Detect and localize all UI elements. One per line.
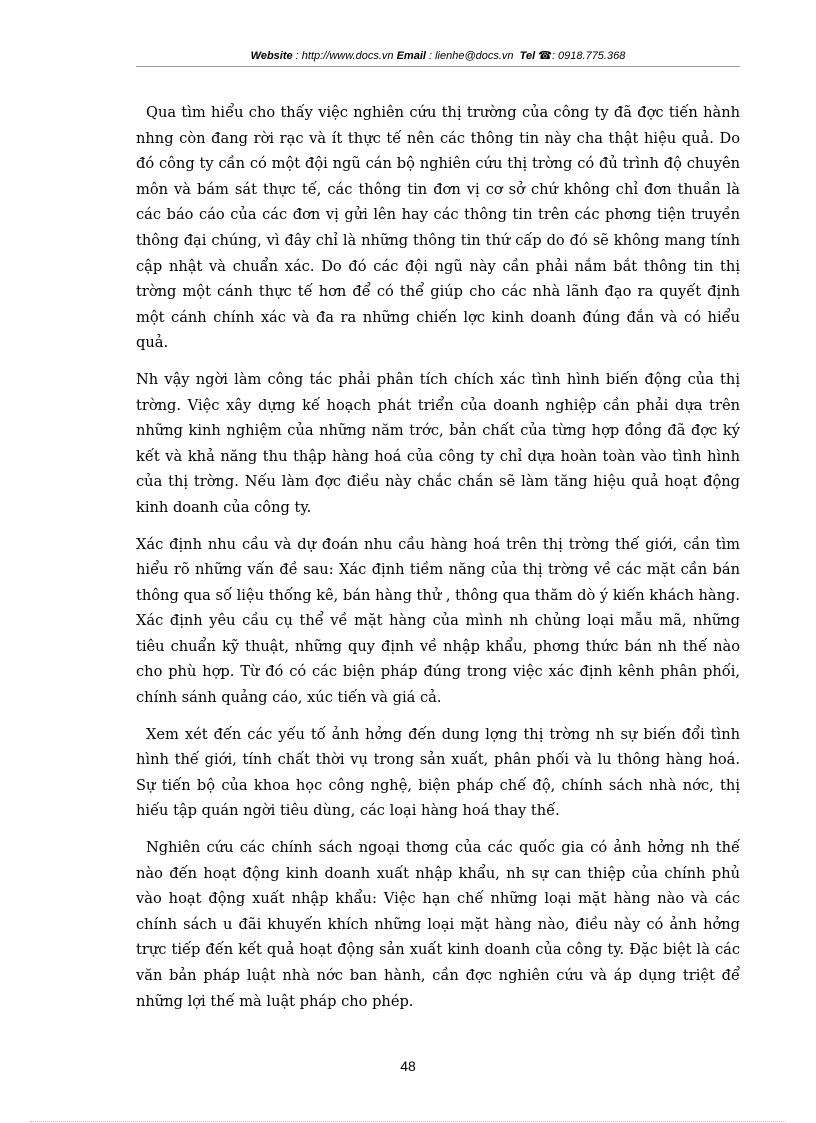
footer-divider xyxy=(30,1121,786,1122)
paragraph-1: Qua tìm hiểu cho thấy việc nghiên cứu thị trường của công ty đã đợc tiến hành nhng còn đang rời rạc và ít thực tế nên các thông tin này cha thật hiệu quả. Do đó công ty cần có một đội ngũ cán bộ nghiên cứu thị trờng có đủ trình độ chuyên môn và bám sát thực tế, các thông tin đơn vị cơ sở chứ không chỉ đơn thuần là các báo cáo của các đơn vị gửi lên hay các thông tin trên các phơng tiện truyền thông đại chúng, vì đây chỉ là những thông tin thứ cấp do đó sẽ không mang tính cập nhật và chuẩn xác. Do đó các đội ngũ này cần phải nắm bắt thông tin thị trờng một cánh thực tế hơn để có thể giúp cho các nhà lãnh đạo ra quyết định một cánh chính xác và đa ra những chiến lợc kinh doanh đúng đắn và có hiểu quả. xyxy=(136,104,740,352)
paragraph-5: Nghiên cứu các chính sách ngoại thơng của các quốc gia có ảnh hởng nh thế nào đến hoạt động kinh doanh xuất nhập khẩu, nh sự can thiệp của chính phủ vào hoạt động xuất nhập khẩu: Việc hạn chế những loại mặt hàng nào và các chính sách u đãi khuyến khích những loại mặt hàng nào, điều này có ảnh hởng trực tiếp đến kết quả hoạt động sản xuất kinh doanh của công ty. Đặc biệt là các văn bản pháp luật nhà nớc ban hành, cần đợc nghiên cứu và áp dụng triệt để những lợi thế mà luật pháp cho phép. xyxy=(136,839,740,1010)
website-separator: : xyxy=(292,50,302,62)
paragraph-3: Xác định nhu cầu và dự đoán nhu cầu hàng hoá trên thị trờng thế giới, cần tìm hiểu rõ những vấn đề sau: Xác định tiềm năng của thị trờng về các mặt cần bán thông qua số liệu thống kê, bán hàng thử , thông qua thăm dò ý kiến khách hàng. Xác định yêu cầu cụ thể về mặt hàng của mình nh chủng loại mẫu mã, những tiêu chuẩn kỹ thuật, những quy định về nhập khẩu, phơng thức bán nh thế nào cho phù hợp. Từ đó có các biện pháp đúng trong việc xác định kênh phân phối, chính sánh quảng cáo, xúc tiến và giá cả. xyxy=(136,535,740,707)
email-label: Email xyxy=(396,50,426,62)
document-body xyxy=(136,100,740,1025)
page-number: 48 xyxy=(400,1058,416,1074)
paragraph-2: Nh vậy ngời làm công tác phải phân tích chích xác tình hình biến động của thị trờng. Việc xây dựng kế hoạch phát triển của doanh nghiệp cần phải dựa trên những kinh nghiệm của những năm trớc, bản chất của từng hợp đồng đã đợc ký kết và khả năng thu thập hàng hoá của công ty chỉ dựa hoàn toàn vào tình hình của thị trờng. Nếu làm đợc điều này chắc chắn sẽ làm tăng hiệu quả hoạt động kinh doanh của công ty. xyxy=(136,370,740,516)
website-label: Website xyxy=(250,50,293,62)
tel-value: : 0918.775.368 xyxy=(551,50,626,62)
tel-label: Tel xyxy=(519,50,536,62)
page-header xyxy=(136,48,740,67)
paragraph-4: Xem xét đến các yếu tố ảnh hởng đến dung lợng thị trờng nh sự biến đổi tình hình thế giới, tính chất thời vụ trong sản xuất, phân phối và lu thông hàng hoá. Sự tiến bộ của khoa học công nghệ, biện pháp chế độ, chính sách nhà nớc, thị hiếu tập quán ngời tiêu dùng, các loại hàng hoá thay thế. xyxy=(136,725,740,820)
email-link[interactable]: : lienhe@docs.vn xyxy=(425,50,514,62)
phone-icon: ☎ xyxy=(538,50,552,62)
website-link[interactable]: http://www.docs.vn xyxy=(301,50,394,62)
